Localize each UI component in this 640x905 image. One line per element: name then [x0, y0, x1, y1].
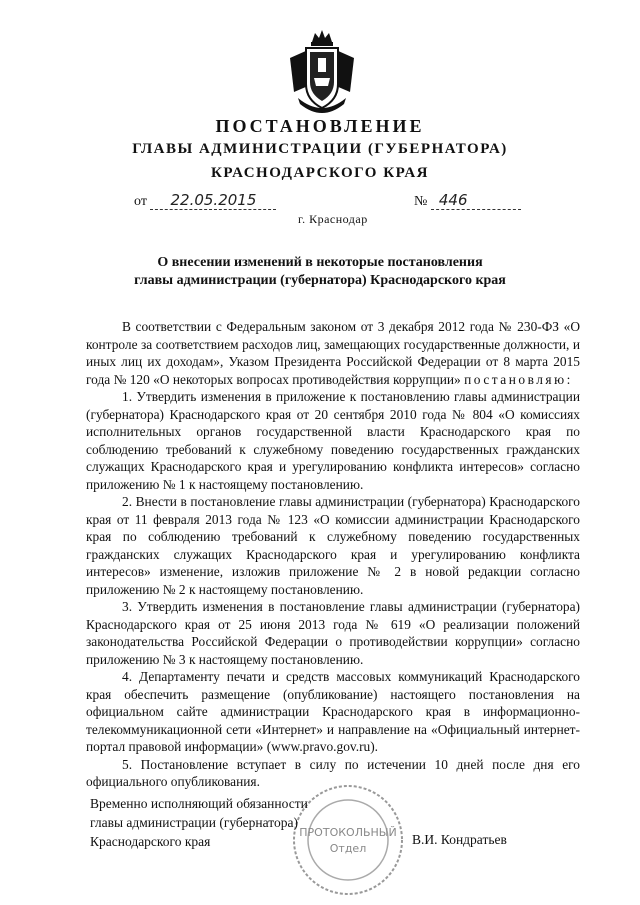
document-title: ПОСТАНОВЛЕНИЕ	[215, 116, 425, 136]
paragraph-1: 1. Утвердить изменения в приложение к постановлению главы администрации (губернатора) Краснодарского края от 20 сентября 2010 года № 804 «О комиссиях исполнительных органов государственной власти Краснодарского края по соблюдению требований к служебному поведению государственных гражданских служащих Краснодарского края и урегулированию конфликта интересов» согласно приложению № 1 к настоящему постановлению.	[86, 389, 580, 492]
signature-block	[90, 794, 308, 851]
date-prefix: от	[134, 194, 147, 209]
number-prefix: №	[414, 194, 428, 209]
document-region-line: КРАСНОДАРСКОГО КРАЯ	[211, 165, 429, 181]
document-body	[86, 318, 580, 791]
signature-line-3: Краснодарского края	[90, 834, 211, 849]
subject-line-1: О внесении изменений в некоторые постановления	[157, 255, 483, 270]
date-row	[134, 191, 276, 210]
intro-text: В соответствии с Федеральным законом от 3 декабря 2012 года № 230-ФЗ «О контроле за соответствием расходов лиц, замещающих государственные должности, и иных лиц их доходам», Указом Президента Российской Федерации от 8 марта 2015 года № 120 «О некоторых вопросах противодействия коррупции»	[86, 319, 580, 387]
number-row	[414, 191, 521, 210]
paragraph-5: 5. Постановление вступает в силу по истечении 10 дней после дня его официального опубликования.	[86, 756, 580, 789]
document-issuer-line: ГЛАВЫ АДМИНИСТРАЦИИ (ГУБЕРНАТОРА)	[132, 141, 508, 157]
paragraph-3: 3. Утвердить изменения в постановление главы администрации (губернатора) Краснодарского края от 25 июня 2013 года № 619 «О реализации положений законодательства Российской Федерации о противодействии коррупции» согласно приложению № 3 к настоящему постановлению.	[86, 599, 580, 667]
signature-line-1: Временно исполняющий обязанности	[90, 796, 308, 811]
coat-of-arms-emblem	[284, 28, 360, 116]
city-label: г. Краснодар	[298, 212, 368, 226]
subject-line-2: главы администрации (губернатора) Краснодарского края	[134, 273, 506, 288]
paragraph-4: 4. Департаменту печати и средств массовых коммуникаций Краснодарского края обеспечить размещение (опубликование) настоящего постановления на официальном сайте администрации Краснодарского края в информационно-телекоммуникационной сети «Интернет» и направление на «Официальный интернет-портал правовой информации» (www.pravo.gov.ru).	[86, 669, 580, 754]
document-number: 446	[431, 191, 521, 210]
signatory-name: В.И. Кондратьев	[412, 832, 507, 847]
paragraph-2: 2. Внести в постановление главы администрации (губернатора) Краснодарского края от 11 февраля 2013 года № 123 «О комиссии администрации Краснодарского края по соблюдению требований к служебному поведению государственных гражданских служащих Краснодарского края и урегулированию конфликта интересов» изменение, изложив приложение № 2 в новой редакции согласно приложению № 2 к настоящему постановлению.	[86, 494, 580, 597]
decree-word: постановляю:	[464, 371, 573, 387]
stamp-line-1: ПРОТОКОЛЬНЫЙ	[299, 826, 397, 839]
document-date: 22.05.2015	[150, 191, 276, 210]
signature-line-2: главы администрации (губернатора)	[90, 815, 298, 830]
stamp-line-2: Отдел	[329, 842, 367, 855]
intro-paragraph	[86, 318, 580, 388]
